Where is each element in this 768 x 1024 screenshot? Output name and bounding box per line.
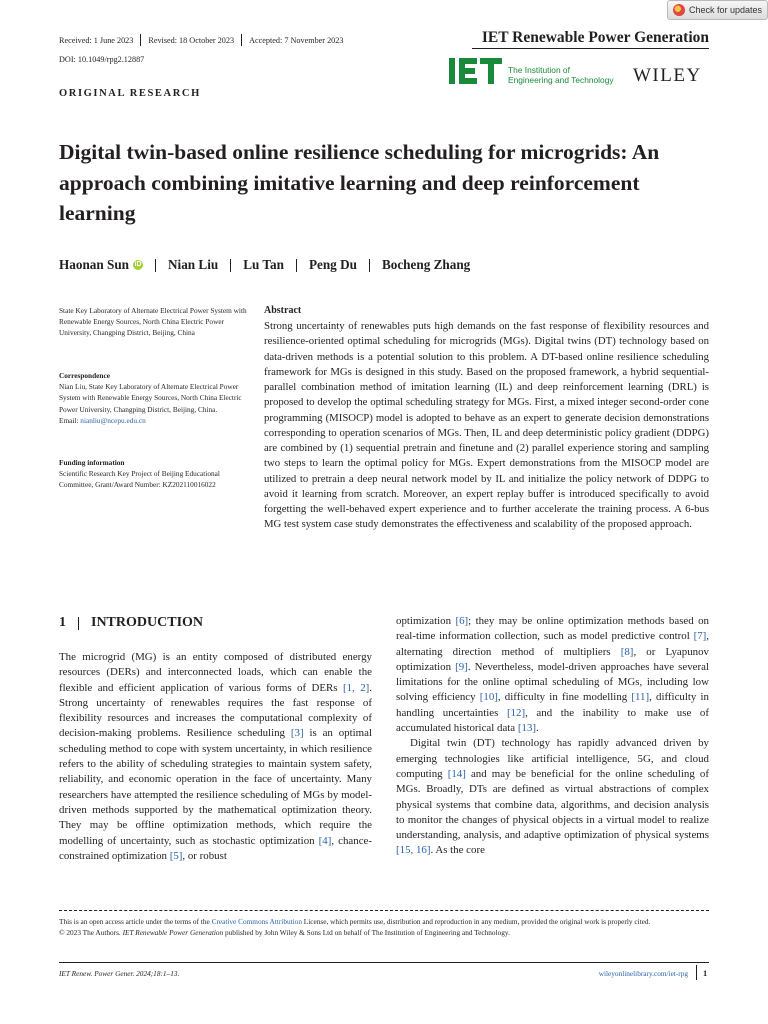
text-run: Digital twin (DT) technology has rapidly advanced driven by emerging technologies like artificial intelligence, 5G, and cloud computing (396, 737, 709, 780)
citation-text: IET Renew. Power Gener. 2024;18:1–13. (59, 969, 180, 978)
creative-commons-link[interactable]: Creative Commons Attribution (211, 917, 302, 926)
footer-url[interactable]: wileyonlinelibrary.com/iet-rpg (598, 969, 688, 978)
orcid-icon[interactable]: iD (134, 261, 142, 268)
text-run: . As the core (430, 844, 485, 857)
citation-link[interactable]: [9] (455, 660, 468, 673)
footer-rule (59, 962, 709, 963)
text-run: , chance-constrained optimization (59, 834, 372, 862)
citation-link[interactable]: [12] (506, 706, 526, 719)
text-run: The microgrid (MG) is an entity composed of distributed energy resources (DERs) and interconnected loads, which can enable the flexible and efficient application of various forms of DERs (59, 651, 372, 694)
text-run: . (536, 722, 539, 735)
abstract-heading: Abstract (264, 305, 302, 316)
iet-name (508, 66, 614, 85)
section-number: 1 (59, 615, 66, 630)
text-run: , or robust (182, 849, 227, 862)
wiley-logo: WILEY (633, 65, 702, 86)
accepted-date: Accepted: 7 November 2023 (249, 35, 344, 45)
citation-link[interactable]: [6] (455, 615, 469, 627)
author-name[interactable]: Bocheng Zhang (381, 257, 471, 272)
citation-link[interactable]: [14] (447, 767, 466, 780)
author-name[interactable]: Lu Tan (243, 257, 284, 272)
page-number: 1 (703, 968, 708, 978)
license-divider (59, 910, 709, 911)
citation-link[interactable]: [4] (318, 834, 332, 847)
author-list (59, 257, 470, 273)
citation-link[interactable]: [8] (620, 645, 634, 658)
divider (140, 34, 141, 46)
article-type: ORIGINAL RESEARCH (59, 88, 201, 99)
journal-name: IET Renewable Power Generation (481, 29, 709, 46)
correspondence-email (59, 415, 249, 426)
divider (696, 965, 697, 980)
copyright-line (59, 927, 709, 938)
text-run: published by John Wiley & Sons Ltd on behalf of The Institution of Engineering and Technology. (223, 928, 510, 937)
text-run: optimization (396, 615, 456, 627)
text-run: and may be beneficial for the online scheduling of MGs. Broadly, DTs are defined as virtual abstractions of complex physical systems that combine data, algorithms, and decision analysis to monitor the changes of physical objects in a virtual model to realize understanding, analysis, and adaptive optimization of physical systems (396, 767, 710, 842)
text-run: License, which permits use, distribution and reproduction in any medium, provided the original work is properly cited. (301, 917, 651, 926)
iet-name-line2: Engineering and Technology (508, 74, 614, 85)
section-heading-introduction (59, 615, 203, 631)
journal-italic: IET Renewable Power Generation (122, 928, 224, 937)
author-name[interactable]: Haonan Sun (59, 257, 130, 272)
funding-text: Scientific Research Key Project of Beijing Educational Committee, Grant/Award Number: KZ202110016022 (59, 469, 220, 490)
email-link[interactable]: nianliu@ncepu.edu.cn (80, 415, 146, 425)
abstract-text: Strong uncertainty of renewables puts high demands on the fast response of flexibility resources and resilience-oriented optimal scheduling for microgrids (MGs). Digital twins (DT) technology based on data-driven methods is a potential solution to this problem. A DT-based online resilience scheduling framework for MGs is designed in this study. Based on the proposed framework, a hybrid sequential-parallel combination method of imitation learning (IL) and deep reinforcement learning (DRL) is proposed to develop the optimal scheduling strategy for MGs. First, a mixed integer second-order cone programming (MISOCP) model is adopted to behave as an expert to generate decision demonstrations corresponding to operation scenarios of MGs. Then, IL and deep deterministic policy gradient (DDPG) are combined by (1) sequential pretrain and finetune and (2) parallel experience storing and sampling two steps to learn the optimal policy for MGs. Expert demonstrations from the MISOCP model are utilized to pretrain a deep neural network model by IL and initialize the policy network of DDPG to avoid it learning from scratch. Moreover, an expert replay buffer is introduced specifically to avoid forgetting the well-behaved expert experience and to further accelerate the training process. A 6-bus MG test system case study demonstrates the effectiveness and scalability of the proposed approach. (264, 320, 709, 531)
footer-citation (59, 969, 179, 978)
intro-right-column (396, 614, 709, 859)
received-date: Received: 1 June 2023 (59, 35, 134, 45)
iet-name-line1: The Institution of (508, 65, 570, 75)
citation-link[interactable]: [7] (693, 630, 707, 643)
divider (296, 259, 297, 272)
revised-date: Revised: 18 October 2023 (148, 35, 235, 45)
check-for-updates-button[interactable] (667, 0, 768, 20)
citation-link[interactable]: [3] (290, 727, 304, 740)
author-name[interactable]: Nian Liu (168, 257, 219, 272)
doi[interactable]: DOI: 10.1049/rpg2.12887 (59, 55, 145, 64)
text-run: This is an open access article under the terms of the (59, 917, 212, 926)
text-run: is an optimal scheduling method to cope with system uncertainty, in which resilience refers to the ability of scheduling strategies to maintain system safety, reliability, and economic operation in the face of uncertainty. Many researchers have attempted the resilience scheduling of MGs by model-driven methods supported by the mathematical optimization theory. They may be offline optimization methods, which require the modelling of uncertainty, such as stochastic optimization (59, 727, 373, 847)
citation-link[interactable]: [13] (517, 722, 537, 735)
citation-link[interactable]: [11] (631, 691, 650, 704)
divider (78, 617, 79, 630)
iet-logo (449, 58, 504, 84)
citation-link[interactable]: [15, 16] (396, 844, 431, 857)
citation-link[interactable]: [5] (169, 849, 183, 862)
text-run: , difficulty in fine modelling (497, 691, 632, 704)
crossmark-icon (673, 4, 685, 16)
text-run: , and the inability to make use of accumulated historical data (396, 706, 709, 735)
text-run: . Nevertheless, model-driven approaches have several limitations for the online optimal scheduling of MGs, including low solving efficiency (396, 660, 709, 704)
paragraph (59, 650, 372, 864)
correspondence-text: Nian Liu, State Key Laboratory of Alternate Electrical Power System with Renewable Energy Sources, North China Electric Power University, Changping District, Beijing, China. (59, 382, 242, 414)
text-run: , alternating direction method of multipliers (396, 630, 709, 658)
citation-link[interactable]: [1, 2] (342, 681, 370, 694)
check-for-updates-label: Check for updates (689, 5, 763, 15)
author-name[interactable]: Peng Du (308, 257, 357, 272)
divider (241, 34, 242, 46)
text-run: , or Lyapunov optimization (396, 645, 709, 673)
license-line (59, 916, 709, 927)
funding-heading: Funding information (59, 458, 125, 467)
correspondence-heading: Correspondence (59, 371, 110, 380)
journal-rule (472, 48, 709, 49)
paragraph (396, 614, 709, 736)
section-title: INTRODUCTION (91, 615, 204, 630)
article-title: Digital twin-based online resilience scheduling for microgrids: An approach combining imitative learning and deep reinforcement learning (59, 140, 660, 225)
paragraph (396, 736, 709, 858)
license-notice (59, 916, 709, 938)
citation-link[interactable]: [10] (479, 691, 498, 704)
affiliation: State Key Laboratory of Alternate Electrical Power System with Renewable Energy Sources, North China Electric Power University, Changping District, Beijing, China (59, 306, 247, 338)
divider (230, 259, 231, 272)
email-label: Email: (59, 415, 79, 425)
text-run: © 2023 The Authors. (59, 928, 123, 937)
intro-left-column (59, 650, 372, 864)
text-run: , difficulty in handling uncertainties (396, 691, 710, 719)
correspondence (59, 370, 249, 426)
divider (369, 259, 370, 272)
funding-information (59, 457, 249, 491)
divider (155, 259, 156, 272)
article-dates (59, 34, 343, 46)
text-run: . Strong uncertainty of renewables requires the fast response of flexibility resources and increases the computational complexity of decision-making problems. Resilience scheduling (59, 681, 373, 740)
text-run: ; they may be online optimization methods based on real-time information collection, such as model predictive control (396, 615, 709, 643)
